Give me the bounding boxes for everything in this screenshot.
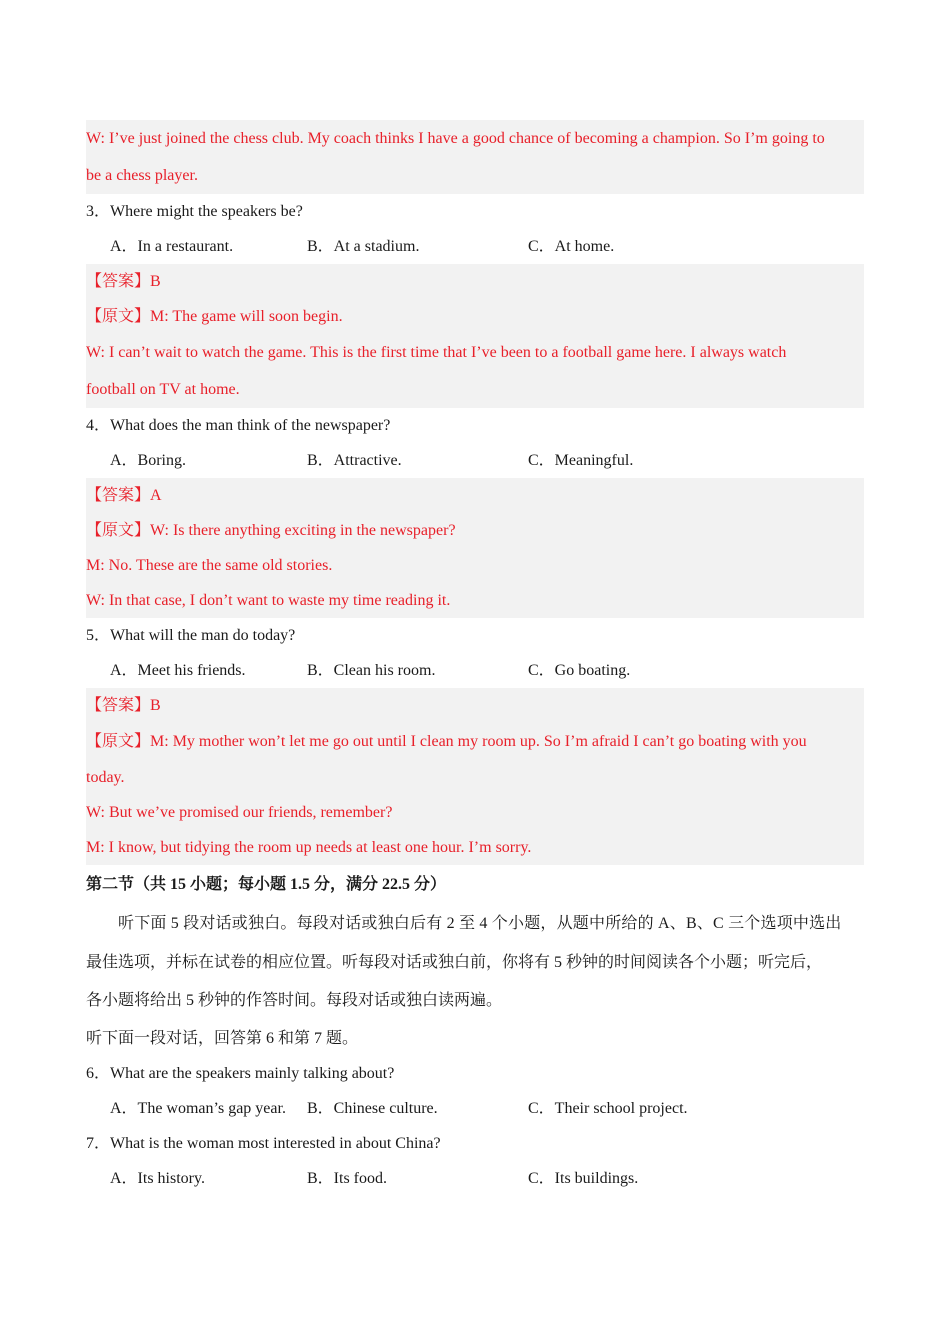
q4-script-line: M: No. These are the same old stories. bbox=[86, 557, 333, 574]
q3-option-a: A．In a restaurant. bbox=[110, 238, 234, 255]
q5-script-line bbox=[86, 723, 864, 760]
q2-script-block bbox=[86, 120, 864, 194]
script-text: M: My mother won’t let me go out until I clean my room up. So I’m afraid I can’t go boating with you bbox=[150, 733, 807, 750]
q5-script-line: W: But we’ve promised our friends, remember? bbox=[86, 804, 393, 821]
answer-value: B bbox=[150, 697, 161, 714]
answer-label: 【答案】 bbox=[86, 487, 151, 504]
q7-option-a: A．Its history. bbox=[110, 1169, 205, 1187]
q4-option-b: B．Attractive. bbox=[307, 452, 402, 469]
script-text: M: The game will soon begin. bbox=[150, 308, 343, 325]
q5-option-b: B．Clean his room. bbox=[307, 662, 436, 679]
script-text: W: Is there anything exciting in the newspaper? bbox=[150, 522, 456, 539]
answer-value: B bbox=[150, 273, 161, 290]
q4-script-line bbox=[86, 513, 864, 548]
q3-script-line: football on TV at home. bbox=[86, 381, 240, 398]
q3-option-c: C．At home. bbox=[528, 238, 615, 255]
instruction-line: 听下面 5 段对话或独白。每段对话或独白后有 2 至 4 个小题，从题中所给的 A、B、C 三个选项中选出 bbox=[118, 915, 842, 932]
q6-option-c: C．Their school project. bbox=[528, 1099, 688, 1117]
q4-stem: 4．What does the man think of the newspaper? bbox=[86, 417, 391, 434]
q3-options bbox=[86, 229, 864, 264]
q5-options bbox=[86, 653, 864, 688]
section-instructions bbox=[86, 905, 864, 1021]
sub-instruction: 听下面一段对话，回答第 6 和第 7 题。 bbox=[86, 1029, 359, 1047]
q2-script-line: W: I’ve just joined the chess club. My coach thinks I have a good chance of becoming a champion. So I’m going to bbox=[86, 130, 825, 147]
section-title: 第二节（共 15 小题；每小题 1.5 分，满分 22.5 分） bbox=[86, 876, 447, 893]
q2-script-line: be a chess player. bbox=[86, 167, 198, 184]
q3-stem: 3．Where might the speakers be? bbox=[86, 203, 303, 220]
q6-stem: 6．What are the speakers mainly talking about? bbox=[86, 1064, 395, 1082]
exam-page bbox=[86, 120, 864, 1196]
q4-answer-block bbox=[86, 478, 864, 618]
q6-option-b: B．Chinese culture. bbox=[307, 1099, 438, 1117]
q4-answer bbox=[86, 478, 864, 513]
q4-option-c: C．Meaningful. bbox=[528, 452, 634, 469]
q5-option-c: C．Go boating. bbox=[528, 662, 631, 679]
q5-script-line: today. bbox=[86, 769, 125, 786]
q7-stem: 7．What is the woman most interested in about China? bbox=[86, 1134, 441, 1152]
q3-script-line bbox=[86, 299, 864, 334]
q7-options bbox=[86, 1161, 864, 1196]
q6-options bbox=[86, 1091, 864, 1126]
q5-answer-block bbox=[86, 688, 864, 865]
q4-script-line: W: In that case, I don’t want to waste my time reading it. bbox=[86, 592, 451, 609]
q3-answer-block bbox=[86, 264, 864, 408]
instruction-line: 各小题将给出 5 秒钟的作答时间。每段对话或独白读两遍。 bbox=[86, 992, 503, 1009]
q5-script-line: M: I know, but tidying the room up needs at least one hour. I’m sorry. bbox=[86, 839, 532, 856]
q5-option-a: A．Meet his friends. bbox=[110, 662, 246, 679]
answer-label: 【答案】 bbox=[86, 273, 151, 290]
q5-stem: 5．What will the man do today? bbox=[86, 627, 296, 644]
q7-option-c: C．Its buildings. bbox=[528, 1169, 639, 1187]
q4-options bbox=[86, 443, 864, 478]
instruction-line: 最佳选项，并标在试卷的相应位置。听每段对话或独白前，你将有 5 秒钟的时间阅读各个小题；听完后， bbox=[86, 953, 823, 971]
q3-option-b: B．At a stadium. bbox=[307, 238, 420, 255]
q4-option-a: A．Boring. bbox=[110, 452, 187, 469]
q5-answer bbox=[86, 688, 864, 723]
q7-option-b: B．Its food. bbox=[307, 1169, 388, 1187]
q6-option-a: A．The woman’s gap year. bbox=[110, 1099, 286, 1117]
q3-answer bbox=[86, 264, 864, 299]
script-label: 【原文】 bbox=[86, 522, 151, 539]
script-label: 【原文】 bbox=[86, 308, 151, 325]
answer-value: A bbox=[150, 487, 162, 504]
q3-script-line: W: I can’t wait to watch the game. This is the first time that I’ve been to a football game here. I always watch bbox=[86, 344, 787, 361]
script-label: 【原文】 bbox=[86, 733, 151, 750]
answer-label: 【答案】 bbox=[86, 697, 151, 714]
